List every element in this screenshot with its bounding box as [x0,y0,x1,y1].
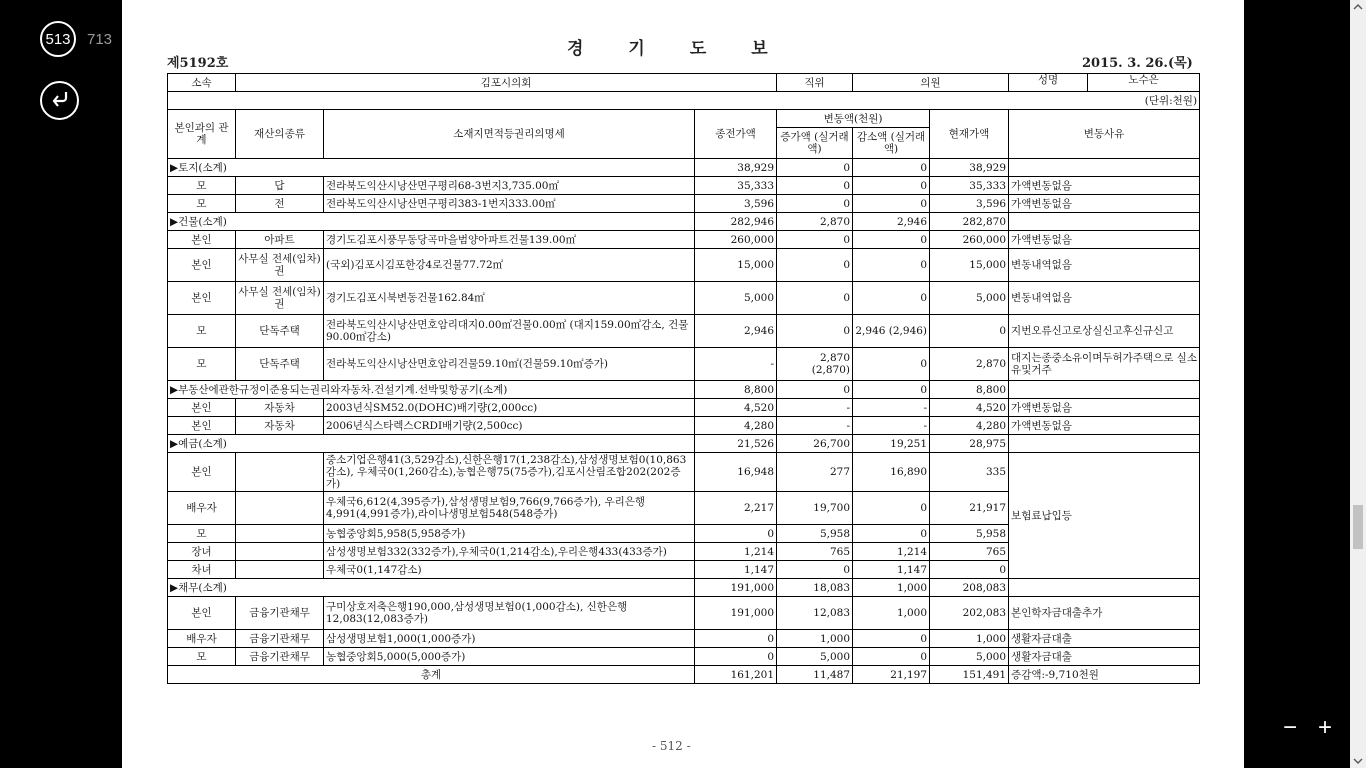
prev-value: 3,596 [695,195,777,213]
decrease-value: 0 [853,177,930,195]
total-decrease-value: 21,197 [853,666,930,684]
asset-type-cell: 금융기관채무 [236,648,324,666]
prev-value: 260,000 [695,231,777,249]
info-name-cell [1009,74,1200,92]
prev-value: 16,948 [695,453,777,492]
relation-cell: 모 [168,195,236,213]
description-cell: 전라북도익산시낭산면호암리대지0.00㎡건물0.00㎡ (대지159.00㎡감소, 건물90.00㎡감소) [324,315,695,348]
prev-value: 15,000 [695,249,777,282]
table-row [168,195,1200,213]
info-value-affiliation: 김포시의회 [236,74,777,92]
asset-type-cell: 전 [236,195,324,213]
description-cell: 삼성생명보험332(332증가),우체국0(1,214감소),우리은행433(433증가) [324,543,695,561]
section-subtotal-row [168,579,1200,597]
asset-type-cell: 금융기관채무 [236,630,324,648]
total-increase-value: 11,487 [777,666,853,684]
info-key-position: 직위 [777,74,853,92]
decrease-value: 1,214 [853,543,930,561]
increase-value: 0 [777,195,853,213]
info-value-name: 노수은 [1128,74,1159,86]
current-value: 765 [930,543,1009,561]
total-current-value: 151,491 [930,666,1009,684]
document-page [122,0,1244,768]
asset-type-cell [236,543,324,561]
reason-cell: 가액변동없음 [1009,399,1200,417]
increase-value: 18,083 [777,579,853,597]
reason-cell: 가액변동없음 [1009,231,1200,249]
current-value: 0 [930,315,1009,348]
total-prev-value: 161,201 [695,666,777,684]
reason-cell: 대지는종중소유이며두허가주택으로 실소유및거주 [1009,348,1200,381]
table-row [168,282,1200,315]
relation-cell: 본인 [168,399,236,417]
decrease-value: 0 [853,381,930,399]
header-asset-type: 재산의종류 [236,110,324,159]
relation-cell: 배우자 [168,492,236,525]
header-decrease: 감소액 (실거래액) [853,128,930,159]
decrease-value: 1,147 [853,561,930,579]
prev-value: 21,526 [695,435,777,453]
relation-cell: 모 [168,177,236,195]
increase-value: 1,000 [777,630,853,648]
scroll-down-icon[interactable] [1350,754,1366,768]
reason-cell: 가액변동없음 [1009,177,1200,195]
increase-value: 0 [777,282,853,315]
prev-value: 0 [695,648,777,666]
table-row [168,348,1200,381]
relation-cell: 본인 [168,597,236,630]
header-row-1 [168,110,1200,128]
decrease-value: 0 [853,348,930,381]
info-row [168,74,1200,92]
increase-value: - [777,417,853,435]
relation-cell: 모 [168,648,236,666]
increase-value: 12,083 [777,597,853,630]
prev-value: 4,280 [695,417,777,435]
prev-value: 8,800 [695,381,777,399]
back-button[interactable] [40,81,79,120]
increase-value: - [777,399,853,417]
unit-row [168,92,1200,110]
table-row [168,417,1200,435]
table-row [168,249,1200,282]
scroll-up-icon[interactable] [1350,0,1366,14]
table-row [168,597,1200,630]
prev-value: 35,333 [695,177,777,195]
header-current-value: 현재가액 [930,110,1009,159]
prev-value: 1,147 [695,561,777,579]
scroll-thumb[interactable] [1353,505,1363,549]
table-row [168,648,1200,666]
reason-cell [1009,435,1200,453]
section-subtotal-row [168,435,1200,453]
reason-cell: 변동내역없음 [1009,249,1200,282]
current-value: 35,333 [930,177,1009,195]
asset-type-cell: 사무실 전세(임차)권 [236,249,324,282]
prev-value: - [695,348,777,381]
section-subtotal-row [168,213,1200,231]
description-cell: 중소기업은행41(3,529감소),신한은행17(1,238감소),삼성생명보험0(10,863감소), 우체국0(1,260감소),농협은행75(75증가),김포시산림조합202(202증가) [324,453,695,492]
relation-cell: 모 [168,348,236,381]
decrease-value: 0 [853,195,930,213]
relation-cell: 차녀 [168,561,236,579]
decrease-value: 0 [853,525,930,543]
increase-value: 2,870 [777,213,853,231]
relation-cell: 본인 [168,453,236,492]
reason-cell: 지번오류신고로상실신고후신규신고 [1009,315,1200,348]
increase-value: 0 [777,249,853,282]
increase-value: 2,870 (2,870) [777,348,853,381]
current-value: 0 [930,561,1009,579]
reason-cell: 본인학자금대출추가 [1009,597,1200,630]
decrease-value: 1,000 [853,597,930,630]
reason-cell [1009,579,1200,597]
total-pages: 713 [87,31,113,48]
table-row [168,399,1200,417]
header-increase: 증가액 (실거래액) [777,128,853,159]
table-row [168,177,1200,195]
increase-value: 0 [777,315,853,348]
current-value: 28,975 [930,435,1009,453]
back-arrow-icon [50,90,70,112]
reason-cell: 생활자금대출 [1009,630,1200,648]
description-cell: (국외)김포시김포한강4로건물77.72㎡ [324,249,695,282]
prev-value: 2,217 [695,492,777,525]
decrease-value: 0 [853,249,930,282]
header-change: 변동액(천원) [777,110,930,128]
asset-table [167,73,1200,684]
relation-cell: 모 [168,525,236,543]
description-cell: 삼성생명보험1,000(1,000증가) [324,630,695,648]
current-value: 208,083 [930,579,1009,597]
current-value: 260,000 [930,231,1009,249]
decrease-value: - [853,399,930,417]
prev-value: 282,946 [695,213,777,231]
decrease-value: 2,946 [853,213,930,231]
description-cell: 경기도김포시북변동건물162.84㎡ [324,282,695,315]
relation-cell: 모 [168,315,236,348]
current-value: 4,520 [930,399,1009,417]
current-value: 202,083 [930,597,1009,630]
section-label: ▶건물(소계) [168,213,695,231]
doc-date: 2015. 3. 26.(목) [1082,56,1193,71]
prev-value: 191,000 [695,597,777,630]
total-row [168,666,1200,684]
description-cell: 구미상호저축은행190,000,삼성생명보험0(1,000감소), 신한은행12,083(12,083증가) [324,597,695,630]
section-label: ▶토지(소계) [168,159,695,177]
reason-cell: 변동내역없음 [1009,282,1200,315]
asset-type-cell [236,492,324,525]
asset-type-cell [236,453,324,492]
decrease-value: 0 [853,492,930,525]
section-subtotal-row [168,381,1200,399]
page-footer: - 512 - [652,739,691,753]
asset-type-cell: 자동차 [236,417,324,435]
increase-value: 0 [777,381,853,399]
total-reason: 증감액:-9,710천원 [1009,666,1200,684]
description-cell: 우체국0(1,147감소) [324,561,695,579]
relation-cell: 본인 [168,231,236,249]
increase-value: 0 [777,561,853,579]
prev-value: 0 [695,630,777,648]
left-panel [0,0,122,768]
reason-cell [1009,159,1200,177]
section-label: ▶예금(소계) [168,435,695,453]
decrease-value: 0 [853,282,930,315]
current-value: 5,000 [930,648,1009,666]
total-label: 총계 [168,666,695,684]
asset-type-cell: 단독주택 [236,315,324,348]
current-value: 4,280 [930,417,1009,435]
current-value: 21,917 [930,492,1009,525]
table-row [168,315,1200,348]
header-location: 소재지면적등권리의명세 [324,110,695,159]
header-reason: 변동사유 [1009,110,1200,159]
decrease-value: 0 [853,648,930,666]
prev-value: 4,520 [695,399,777,417]
asset-type-cell: 아파트 [236,231,324,249]
prev-value: 1,214 [695,543,777,561]
info-key-affiliation: 소속 [168,74,236,92]
description-cell: 2003년식SM52.0(DOHC)배기량(2,000cc) [324,399,695,417]
section-label: ▶채무(소계) [168,579,695,597]
reason-cell [1009,213,1200,231]
current-value: 15,000 [930,249,1009,282]
increase-value: 5,958 [777,525,853,543]
description-cell: 전라북도익산시낭산면구평리68-3번지3,735.00㎡ [324,177,695,195]
decrease-value: - [853,417,930,435]
decrease-value: 0 [853,159,930,177]
increase-value: 0 [777,231,853,249]
reason-cell: 생활자금대출 [1009,648,1200,666]
asset-type-cell: 자동차 [236,399,324,417]
decrease-value: 19,251 [853,435,930,453]
decrease-value: 0 [853,630,930,648]
relation-cell: 배우자 [168,630,236,648]
prev-value: 2,946 [695,315,777,348]
reason-cell [1009,381,1200,399]
increase-value: 765 [777,543,853,561]
description-cell: 농협중앙회5,000(5,000증가) [324,648,695,666]
current-value: 5,958 [930,525,1009,543]
deposit-reason-cell: 보험료납입등 [1009,453,1200,579]
current-value: 2,870 [930,348,1009,381]
zoom-out-button[interactable]: − [1283,714,1298,741]
header-relation: 본인과의 관계 [168,110,236,159]
table-row [168,231,1200,249]
reason-cell: 가액변동없음 [1009,195,1200,213]
table-row [168,453,1200,492]
relation-cell: 장녀 [168,543,236,561]
section-label: ▶부동산에관한규정이준용되는권리와자동차.건설기계.선박및항공기(소계) [168,381,695,399]
asset-type-cell: 단독주택 [236,348,324,381]
decrease-value: 0 [853,231,930,249]
table-row [168,630,1200,648]
description-cell: 전라북도익산시낭산면구평리383-1번지333.00㎡ [324,195,695,213]
unit-label: (단위:천원) [168,92,1200,110]
asset-type-cell [236,561,324,579]
header-prev-value: 종전가액 [695,110,777,159]
asset-type-cell: 금융기관채무 [236,597,324,630]
decrease-value: 16,890 [853,453,930,492]
increase-value: 0 [777,159,853,177]
zoom-in-button[interactable]: + [1318,714,1333,741]
decrease-value: 2,946 (2,946) [853,315,930,348]
decrease-value: 1,000 [853,579,930,597]
prev-value: 0 [695,525,777,543]
increase-value: 0 [777,177,853,195]
relation-cell: 본인 [168,417,236,435]
increase-value: 19,700 [777,492,853,525]
description-cell: 2006년식스타렉스CRDI배기량(2,500cc) [324,417,695,435]
issue-number: 제5192호 [167,56,229,71]
current-value: 282,870 [930,213,1009,231]
info-key-name: 성명 [1009,74,1088,91]
asset-type-cell: 사무실 전세(임차)권 [236,282,324,315]
current-value: 3,596 [930,195,1009,213]
doc-title: 경기도보 [567,39,813,59]
increase-value: 5,000 [777,648,853,666]
prev-value: 5,000 [695,282,777,315]
asset-type-cell [236,525,324,543]
relation-cell: 본인 [168,249,236,282]
vertical-scrollbar[interactable] [1350,0,1366,768]
prev-value: 191,000 [695,579,777,597]
current-value: 38,929 [930,159,1009,177]
description-cell: 전라북도익산시낭산면호암리건물59.10㎡(건물59.10㎡증가) [324,348,695,381]
current-value: 1,000 [930,630,1009,648]
current-value: 8,800 [930,381,1009,399]
prev-value: 38,929 [695,159,777,177]
reason-cell: 가액변동없음 [1009,417,1200,435]
relation-cell: 본인 [168,282,236,315]
info-value-position: 의원 [853,74,1009,92]
description-cell: 경기도김포시풍무동당곡마을범양아파트건물139.00㎡ [324,231,695,249]
current-page-indicator: 513 [40,21,76,57]
description-cell: 농협중앙회5,958(5,958증가) [324,525,695,543]
asset-type-cell: 답 [236,177,324,195]
current-value: 5,000 [930,282,1009,315]
increase-value: 277 [777,453,853,492]
section-subtotal-row [168,159,1200,177]
increase-value: 26,700 [777,435,853,453]
current-value: 335 [930,453,1009,492]
right-panel [1244,0,1350,768]
description-cell: 우체국6,612(4,395증가),삼성생명보험9,766(9,766증가), 우리은행4,991(4,991증가),라이나생명보험548(548증가) [324,492,695,525]
